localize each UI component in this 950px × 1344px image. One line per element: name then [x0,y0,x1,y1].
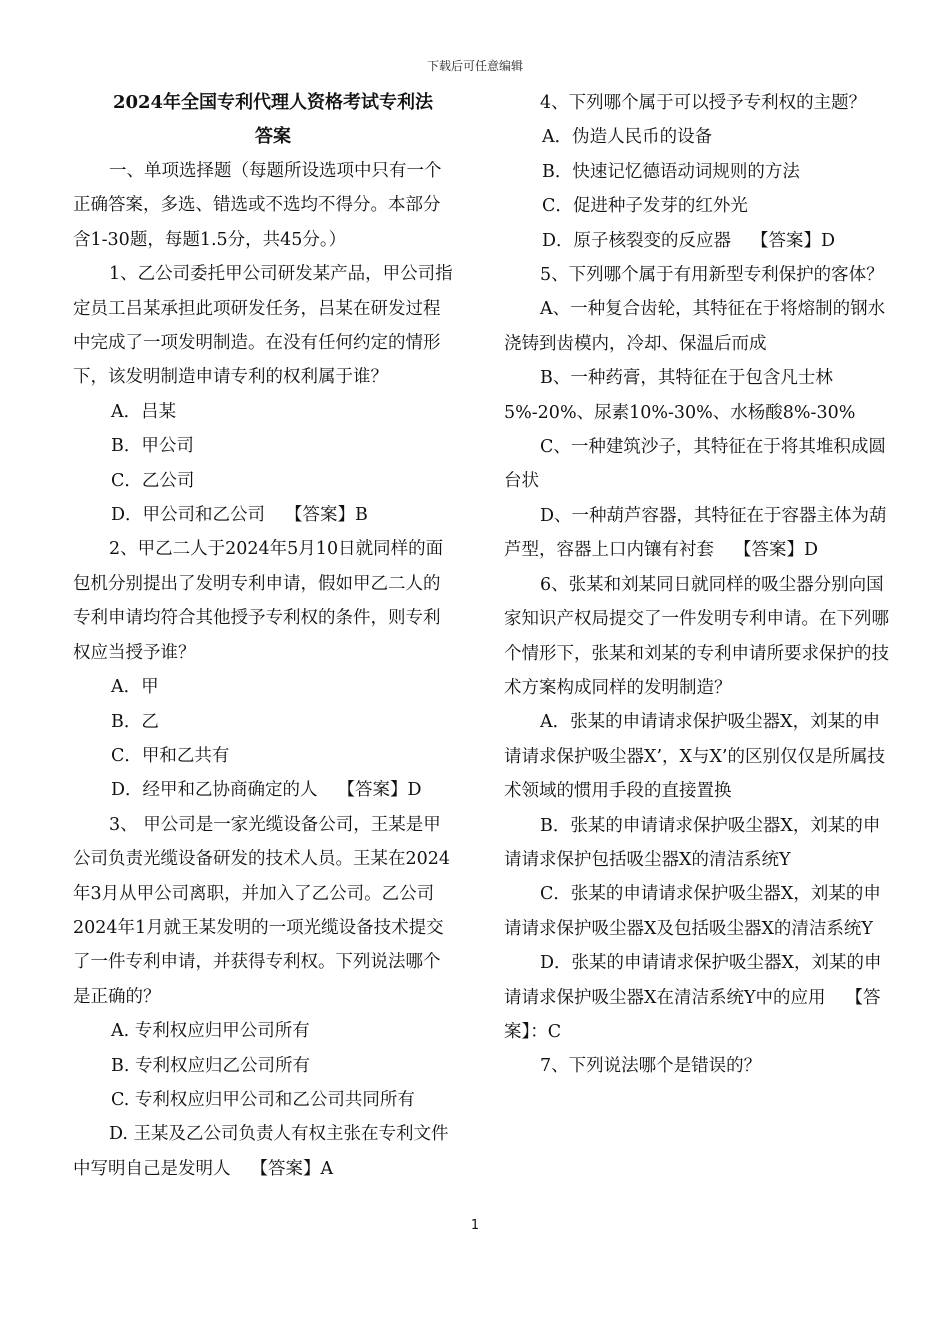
q4-option-a: A．伪造人民币的设备 [542,127,713,148]
q6-stem: 6、张某和刘某同日就同样的吸尘器分别向国家知识产权局提交了一件发明专利申请。在下列哪个情形下，张某和刘某的专利申请所要求保护的技术方案构成同样的发明制造？ [504,574,889,698]
q1-stem: 1、乙公司委托甲公司研发某产品，甲公司指定员工吕某承担此项研发任务，吕某在研发过程中完成了一项发明制造。在没有任何约定的情形下，该发明制造申请专利的权利属于谁？ [73,264,453,388]
q3-answer: 【答案】A [250,1158,334,1179]
q1-option-a: A．吕某 [111,401,177,422]
q2-option-c: C．甲和乙共有 [111,745,230,766]
q2-answer: 【答案】D [337,780,422,801]
doc-title-line1: 2024年全国专利代理人资格考试专利法 [112,92,434,113]
q4-option-c: C．促进种子发芽的红外光 [542,196,748,217]
q5-option-b: B、一种药膏，其特征在于包含凡士林5%-20%、尿素10%-30%、水杨酸8%-30% [504,368,856,423]
q5-answer: 【答案】D [734,540,819,561]
q3-option-d [73,1117,453,1186]
q1-option-c: C．乙公司 [111,470,195,491]
q6-option-b: B．张某的申请请求保护吸尘器X，刘某的申请请求保护包括吸尘器X的清洁系统Y [504,815,881,870]
q4-option-b: B．快速记忆德语动词规则的方法 [542,161,800,182]
q6-option-d-text: D．张某的申请请求保护吸尘器X，刘某的申请请求保护吸尘器X在清洁系统Y中的应用 [504,953,882,1008]
q6-answer: 【答案】：C [504,987,881,1042]
page-header: 下载后可任意编辑 [426,59,523,73]
q3-stem: 3、 甲公司是一家光缆设备公司，王某是甲公司负责光缆设备研发的技术人员。王某在2024年3月从甲公司离职，并加入了乙公司。乙公司2024年1月就王某发明的一项光缆设备技术提交了一件专利申请，并获得专利权。下列说法哪个是正确的？ [73,814,451,1007]
q4-option-d-text: D．原子核裂变的反应器 [542,230,732,251]
q5-option-a: A、一种复合齿轮，其特征在于将熔制的钢水浇铸到齿模内，冷却、保温后而成 [504,299,886,354]
q6-option-c: C．张某的申请请求保护吸尘器X，刘某的申请请求保护吸尘器X及包括吸尘器X的清洁系统Y [504,884,881,939]
q3-option-d-text: D. 王某及乙公司负责人有权主张在专利文件中写明自己是发明人 [73,1124,449,1179]
q5-stem: 5、下列哪个属于有用新型专利保护的客体？ [540,265,884,286]
q1-option-d [73,498,453,532]
q5-option-d [504,499,894,568]
q2-option-a: A．甲 [111,677,159,698]
q2-option-b: B．乙 [111,711,159,732]
q3-option-a: A. 专利权应归甲公司所有 [111,1021,310,1042]
page-number: 1 [470,1218,480,1233]
q4-stem: 4、下列哪个属于可以授予专利权的主题？ [540,93,867,113]
q2-option-d-text: D．经甲和乙协商确定的人 [111,780,318,801]
q3-option-c: C. 专利权应归甲公司和乙公司共同所有 [111,1089,415,1110]
q1-answer: 【答案】B [285,505,368,526]
q6-option-d [504,946,894,1049]
q4-option-d [504,224,894,258]
q2-option-d [73,773,453,807]
left-column [73,86,453,1186]
q5-option-c: C、一种建筑沙子，其特征在于将其堆积成圆台状 [504,437,886,492]
q6-option-a: A．张某的申请请求保护吸尘器X，刘某的申请请求保护吸尘器X’，X与X’的区别仅仅是所属技术领域的惯用手段的直接置换 [504,712,885,802]
q4-answer: 【答案】D [751,230,836,251]
q5-option-d-text: D、一种葫芦容器，其特征在于容器主体为葫芦型，容器上口内镶有衬套 [504,505,887,561]
q7-stem: 7、下列说法哪个是错误的？ [540,1056,762,1077]
doc-title-line2: 答案 [255,126,291,147]
q1-option-b: B．甲公司 [111,436,194,457]
q3-option-b: B. 专利权应归乙公司所有 [111,1055,310,1076]
right-column [504,86,894,1084]
q2-stem: 2、甲乙二人于2024年5月10日就同样的面包机分别提出了发明专利申请，假如甲乙二人的专利申请均符合其他授予专利权的条件，则专利权应当授予谁？ [73,539,444,663]
q1-option-d-text: D．甲公司和乙公司 [111,505,266,526]
section-intro: 一、单项选择题（每题所设选项中只有一个正确答案，多选、错选或不选均不得分。本部分含1-30题，每题1.5分，共45分。） [73,161,442,250]
